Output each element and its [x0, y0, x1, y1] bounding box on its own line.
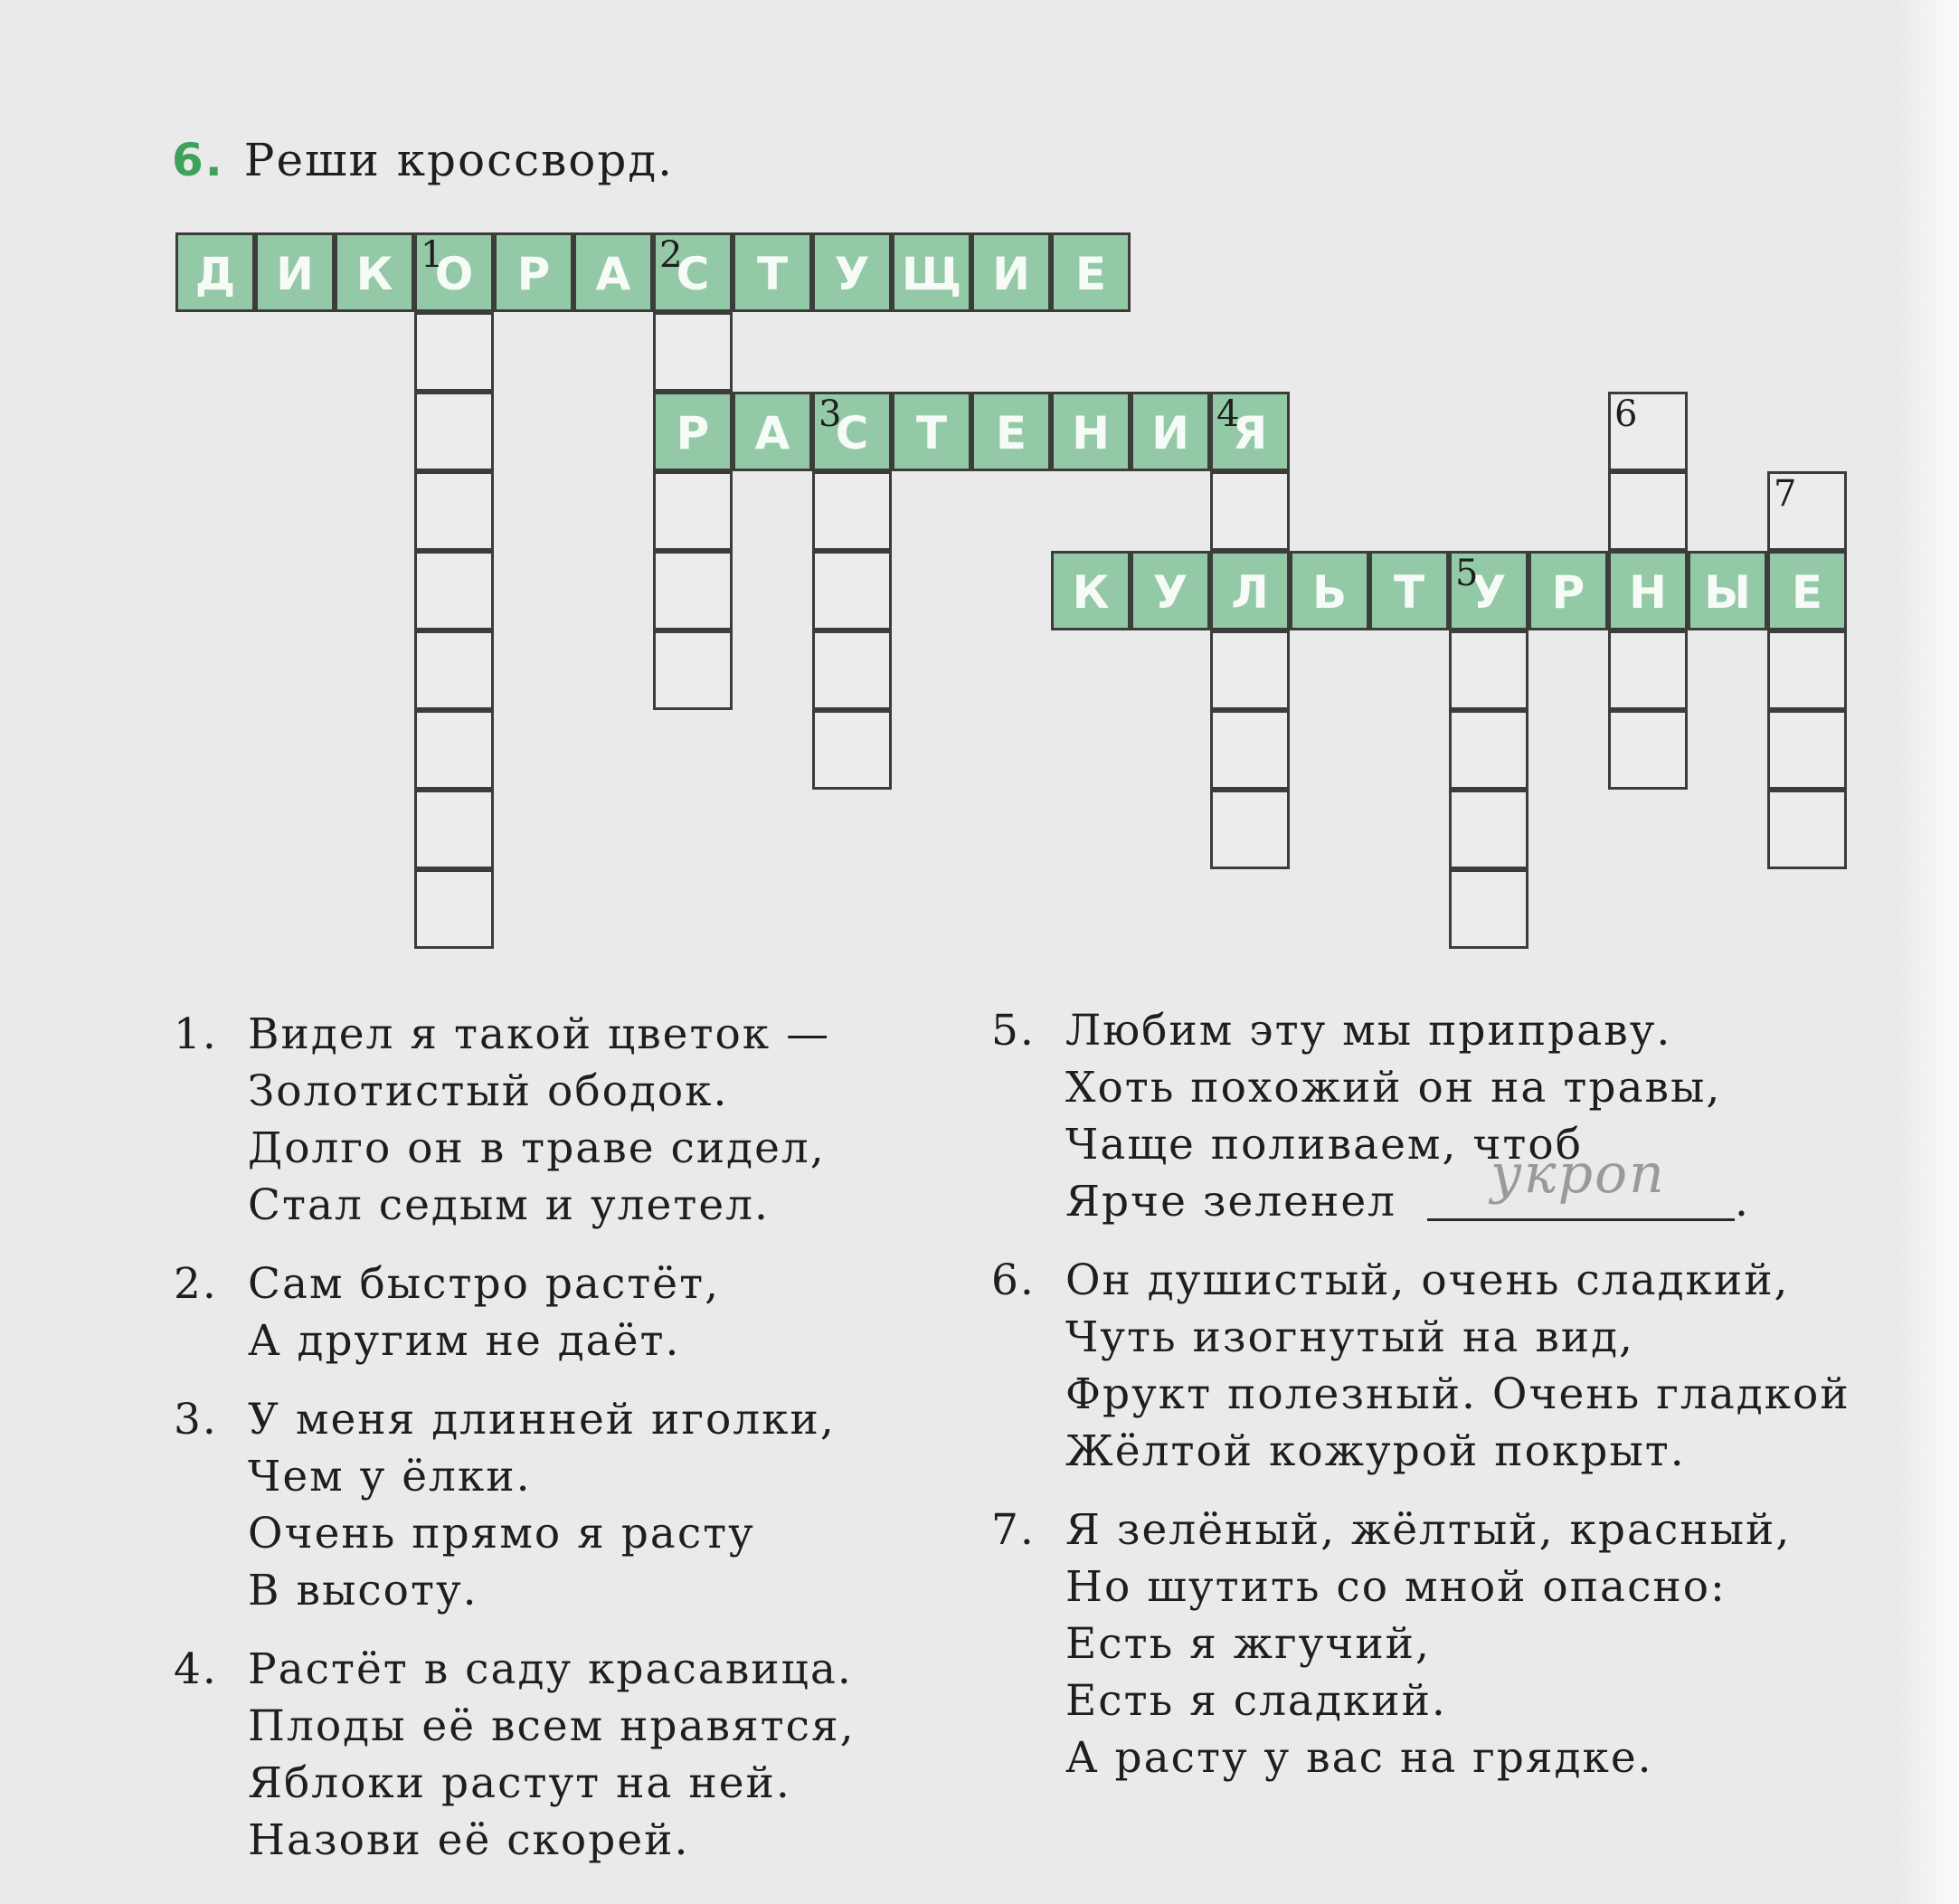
task-heading: [172, 134, 674, 186]
clue-line: Золотистый ободок.: [248, 1066, 729, 1116]
crossword-cell-filled: О: [414, 232, 494, 312]
crossword-cell-empty[interactable]: [414, 471, 494, 551]
clue-line: Чаще поливаем, чтоб: [1065, 1120, 1584, 1170]
clue-line: А другим не даёт.: [248, 1316, 681, 1366]
crossword-cell-filled: А: [573, 232, 653, 312]
task-number: 6.: [172, 134, 224, 186]
crossword-cell-empty[interactable]: [1210, 790, 1290, 869]
crossword-cell-filled: Р: [1528, 551, 1608, 630]
clue-line: Плоды её всем нравятся,: [248, 1701, 856, 1751]
clue-4: [174, 1641, 970, 1869]
crossword-cell-filled: Е: [971, 392, 1051, 471]
crossword-cell-filled: Е: [1767, 551, 1847, 630]
crossword-cell-empty[interactable]: [653, 630, 733, 710]
grid-clue-number: 2: [659, 234, 683, 276]
crossword-cell-empty[interactable]: [653, 471, 733, 551]
clue-number: 2.: [174, 1259, 218, 1309]
crossword-cell-filled: И: [255, 232, 335, 312]
crossword-cell-filled: Т: [733, 232, 812, 312]
crossword-cell-filled: Л: [1210, 551, 1290, 630]
crossword-cell-empty[interactable]: [414, 630, 494, 710]
clue-line: Яблоки растут на ней.: [248, 1758, 791, 1808]
handwritten-answer: укроп: [1491, 1142, 1666, 1206]
clue-6: [991, 1252, 1905, 1480]
crossword-cell-filled: У: [1449, 551, 1528, 630]
crossword-cell-empty[interactable]: [414, 790, 494, 869]
crossword-cell-filled: У: [812, 232, 892, 312]
clue-line: У меня длинней иголки,: [248, 1395, 836, 1445]
clue-line: Но шутить со мной опасно:: [1065, 1562, 1727, 1612]
clue-number: 5.: [991, 1006, 1036, 1056]
clue-line: В высоту.: [248, 1566, 478, 1615]
clue-line: Он душистый, очень сладкий,: [1065, 1255, 1790, 1305]
clue-line: Есть я сладкий.: [1065, 1676, 1447, 1726]
crossword-cell-filled: К: [335, 232, 414, 312]
clue-number: 3.: [174, 1395, 218, 1445]
clue-line: Назови её скорей.: [248, 1815, 690, 1865]
clue-line: Фрукт полезный. Очень гладкой: [1065, 1369, 1850, 1419]
clues-right-column: [991, 1002, 1905, 1808]
clue-number: 4.: [174, 1644, 218, 1694]
crossword-cell-empty[interactable]: [414, 312, 494, 392]
crossword-cell-filled: Н: [1608, 551, 1688, 630]
crossword-cell-filled: Н: [1051, 392, 1131, 471]
crossword-cell-empty[interactable]: [1449, 710, 1528, 790]
grid-clue-number: 4: [1216, 393, 1240, 435]
clue-number: 1.: [174, 1009, 218, 1059]
crossword-cell-filled: Д: [175, 232, 255, 312]
crossword-cell-empty[interactable]: [1210, 630, 1290, 710]
crossword-cell-empty[interactable]: [1767, 710, 1847, 790]
clue-line-end: .: [1735, 1177, 1750, 1227]
crossword-cell-empty[interactable]: [812, 630, 892, 710]
crossword-cell-filled: Р: [653, 392, 733, 471]
crossword-cell-empty[interactable]: [653, 312, 733, 392]
grid-clue-number: 1: [421, 234, 444, 276]
clue-line: Долго он в траве сидел,: [248, 1123, 826, 1173]
crossword-cell-empty[interactable]: [1608, 630, 1688, 710]
clue-line: Сам быстро растёт,: [248, 1259, 721, 1309]
crossword-cell-empty[interactable]: [812, 471, 892, 551]
crossword-cell-empty[interactable]: [653, 551, 733, 630]
clue-line: Чуть изогнутый на вид,: [1065, 1312, 1634, 1362]
clue-line: Растёт в саду красавица.: [248, 1644, 853, 1694]
clues-left-column: [174, 1006, 970, 1890]
crossword-cell-filled: Р: [494, 232, 573, 312]
clue-2: [174, 1255, 970, 1369]
clue-number: 7.: [991, 1505, 1036, 1555]
clue-line: Я зелёный, жёлтый, красный,: [1065, 1505, 1792, 1555]
answer-blank[interactable]: [1427, 1142, 1735, 1221]
crossword-cell-empty[interactable]: [1608, 471, 1688, 551]
crossword-cell-filled: Ы: [1688, 551, 1767, 630]
crossword-cell-empty[interactable]: [1767, 630, 1847, 710]
crossword-cell-empty[interactable]: [1210, 710, 1290, 790]
clue-3: [174, 1391, 970, 1619]
clue-number: 6.: [991, 1255, 1036, 1305]
clue-line: Жёлтой кожурой покрыт.: [1065, 1426, 1686, 1476]
page-edge-shade: [1896, 0, 1959, 1904]
task-instruction: Реши кроссворд.: [243, 134, 675, 186]
crossword-cell-empty[interactable]: [1767, 790, 1847, 869]
crossword-cell-filled: С: [812, 392, 892, 471]
crossword-cell-filled: У: [1131, 551, 1210, 630]
crossword-cell-filled: И: [1131, 392, 1210, 471]
clue-line: Любим эту мы приправу.: [1065, 1006, 1672, 1056]
clue-line: Видел я такой цветок —: [248, 1009, 831, 1059]
crossword-cell-empty[interactable]: [1608, 710, 1688, 790]
clue-line: Есть я жгучий,: [1065, 1619, 1431, 1669]
clue-7: [991, 1501, 1905, 1786]
crossword-cell-filled: К: [1051, 551, 1131, 630]
crossword-cell-empty[interactable]: [812, 710, 892, 790]
crossword-cell-filled: Я: [1210, 392, 1290, 471]
crossword-cell-empty[interactable]: [414, 551, 494, 630]
crossword-cell-filled: Т: [1369, 551, 1449, 630]
crossword-cell-empty[interactable]: [1449, 869, 1528, 949]
crossword-cell-empty[interactable]: [414, 869, 494, 949]
grid-clue-number: 3: [819, 393, 842, 435]
clue-1: [174, 1006, 970, 1234]
crossword-cell-empty[interactable]: [1449, 790, 1528, 869]
crossword-cell-empty[interactable]: [812, 551, 892, 630]
grid-clue-number: 7: [1774, 473, 1797, 515]
clue-line: Ярче зеленел: [1065, 1177, 1396, 1227]
clue-5: [991, 1002, 1905, 1230]
crossword-cell-filled: А: [733, 392, 812, 471]
clue-line: Очень прямо я расту: [248, 1509, 755, 1558]
crossword-cell-empty[interactable]: [414, 710, 494, 790]
crossword-cell-filled: Т: [892, 392, 971, 471]
crossword-cell-empty[interactable]: [414, 392, 494, 471]
crossword-cell-filled: Щ: [892, 232, 971, 312]
crossword-cell-filled: И: [971, 232, 1051, 312]
clue-line: Стал седым и улетел.: [248, 1180, 770, 1230]
grid-clue-number: 5: [1455, 553, 1479, 594]
crossword-cell-empty[interactable]: [1210, 471, 1290, 551]
clue-line: А расту у вас на грядке.: [1065, 1733, 1653, 1783]
grid-clue-number: 6: [1614, 393, 1638, 435]
crossword-cell-filled: С: [653, 232, 733, 312]
crossword-cell-empty[interactable]: [1449, 630, 1528, 710]
crossword-cell-filled: Е: [1051, 232, 1131, 312]
clue-line: Хоть похожий он на травы,: [1065, 1063, 1722, 1113]
clue-line: Чем у ёлки.: [248, 1452, 532, 1501]
crossword-cell-filled: Ь: [1290, 551, 1369, 630]
